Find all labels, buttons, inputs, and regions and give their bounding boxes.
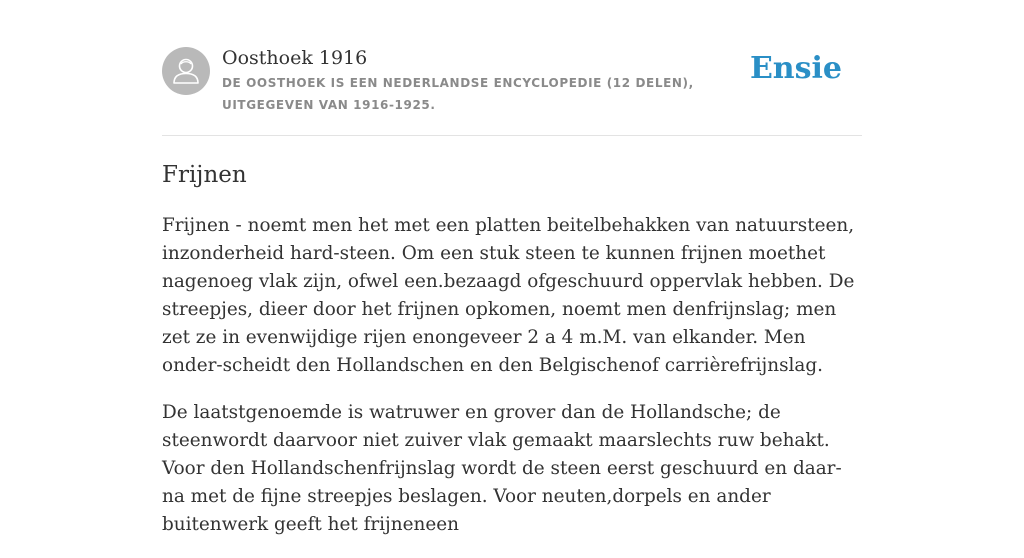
- article-title: Frijnen: [162, 162, 247, 188]
- source-avatar[interactable]: [162, 47, 210, 95]
- source-name[interactable]: Oosthoek 1916: [222, 47, 368, 69]
- source-description: DE OOSTHOEK IS EEN NEDERLANDSE ENCYCLOPEDIE (12 DELEN), UITGEGEVEN VAN 1916-1925.: [222, 76, 694, 112]
- source-header: [162, 0, 862, 136]
- brand-logo[interactable]: Ensie: [749, 51, 842, 86]
- article-body: [162, 212, 862, 558]
- article-paragraph: Frijnen - noemt men het met een platten beitelbehakken van natuursteen, inzonderheid hard-steen. Om een stuk steen te kunnen frijnen moethet nagenoeg vlak zijn, ofwel een.bezaagd ofgeschuurd oppervlak hebben. De streepjes, dieer door het frijnen opkomen, noemt men denfrijnslag; men zet ze in evenwijdige rijen enongeveer 2 a 4 m.M. van elkander. Men onder-scheidt den Hollandschen en den Belgischenof carrièrefrijnslag.: [162, 215, 855, 376]
- user-silhouette-icon: [162, 47, 210, 95]
- article-paragraph: De laatstgenoemde is watruwer en grover dan de Hollandsche; de steenwordt daarvoor niet zuiver vlak gemaakt maarslechts ruw behakt. Voor den Hollandschenfrijnslag wordt de steen eerst geschuurd en daar-na met de fijne streepjes beslagen. Voor neuten,dorpels en ander buitenwerk geeft het frijneneen: [162, 402, 842, 535]
- article-page: [162, 0, 862, 535]
